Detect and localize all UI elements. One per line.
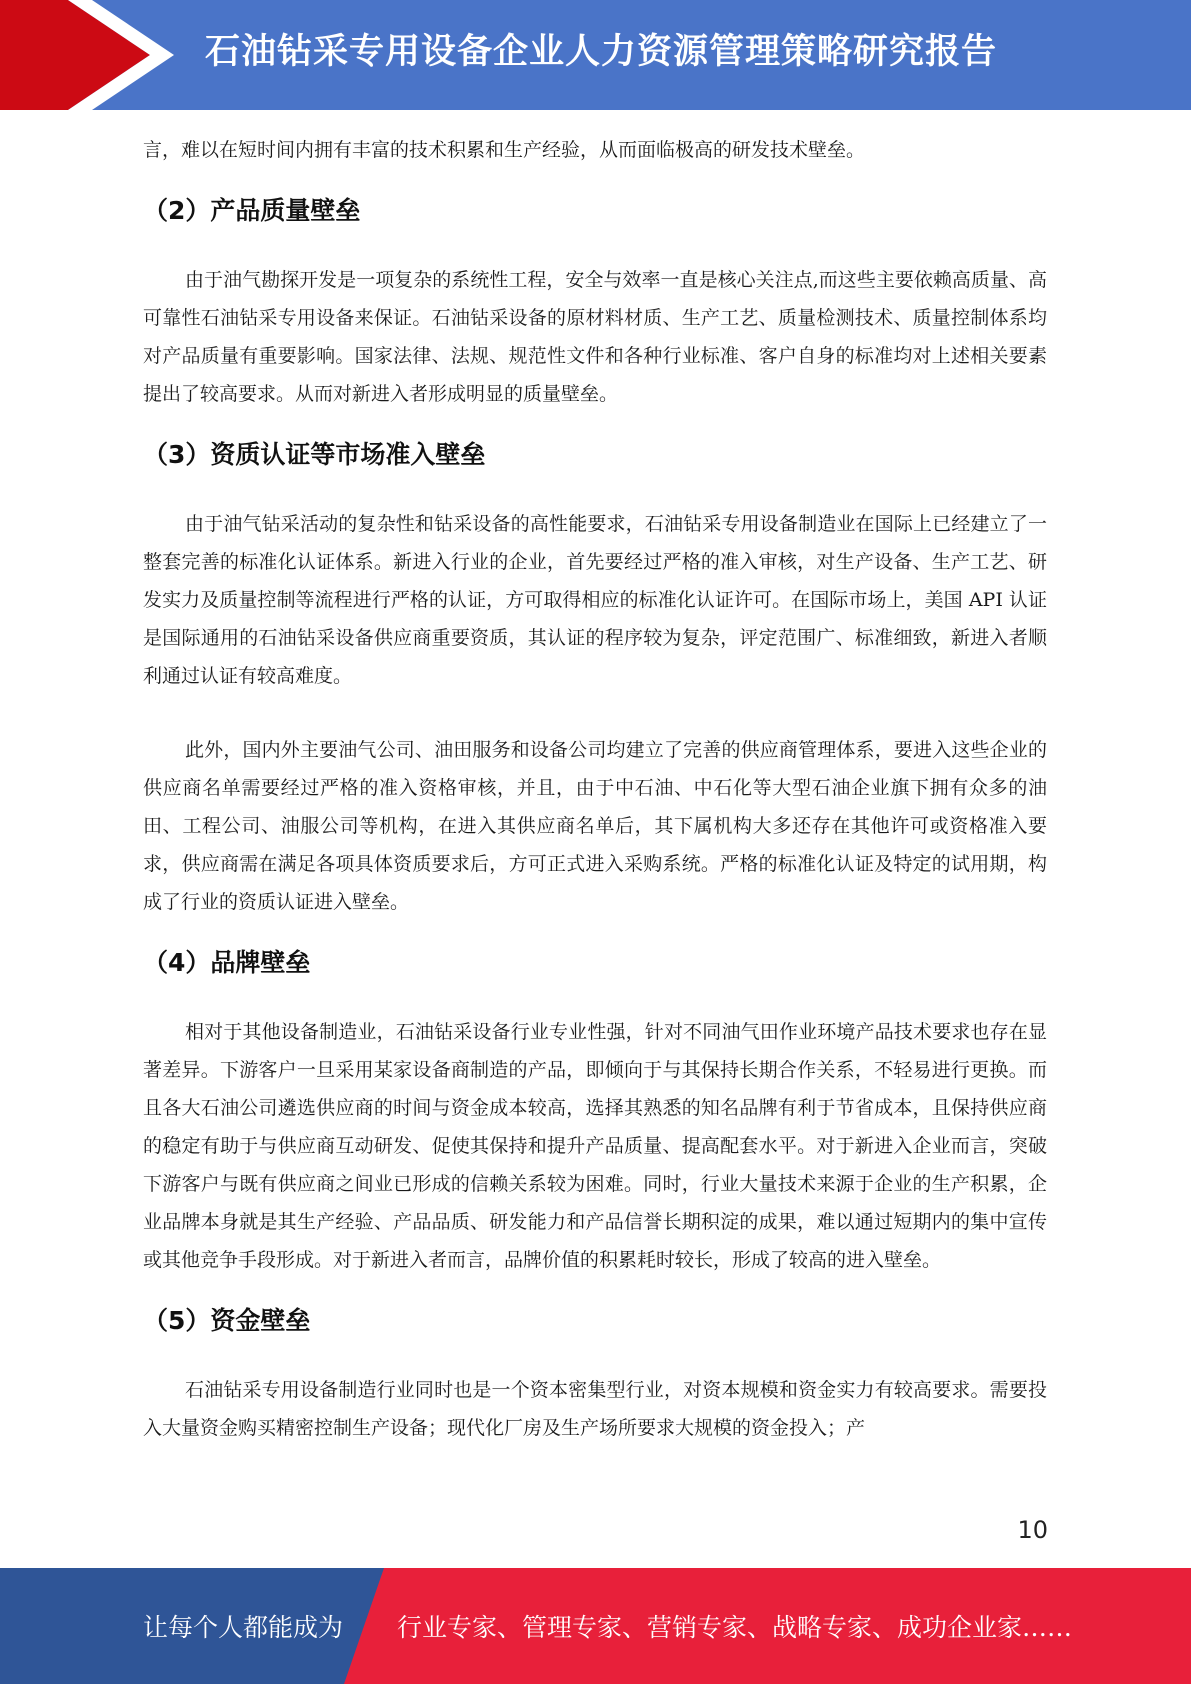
footer-slogan-left: 让每个人都能成为 (143, 1613, 344, 1642)
page-footer (0, 1568, 1191, 1684)
red-chevron-shape (0, 0, 150, 110)
section-heading-certification: （3）资质认证等市场准入壁垒 (143, 440, 486, 469)
section-paragraph: 相对于其他设备制造业，石油钻采设备行业专业性强，针对不同油气田作业环境产品技术要求也存在显著差异。下游客户一旦采用某家设备商制造的产品，即倾向于与其保持长期合作关系，不轻易进行更换。而且各大石油公司遴选供应商的时间与资金成本较高，选择其熟悉的知名品牌有利于节省成本，且保持供应商的稳定有助于与供应商互动研发、促使其保持和提升产品质量、提高配套水平。对于新进入企业而言，突破下游客户与既有供应商之间业已形成的信赖关系较为困难。同时，行业大量技术来源于企业的生产积累，企业品牌本身就是其生产经验、产品品质、研发能力和产品信誉长期积淀的成果，难以通过短期内的集中宣传或其他竞争手段形成。对于新进入者而言，品牌价值的积累耗时较长，形成了较高的进入壁垒。 (143, 1021, 1047, 1271)
page-number: 10 (1017, 1516, 1048, 1544)
page-header (0, 0, 1191, 110)
footer-slogan-right: 行业专家、管理专家、营销专家、战略专家、成功企业家…… (397, 1613, 1073, 1642)
section-heading-quality: （2）产品质量壁垒 (143, 196, 361, 225)
section-paragraph: 此外，国内外主要油气公司、油田服务和设备公司均建立了完善的供应商管理体系，要进入这些企业的供应商名单需要经过严格的准入资格审核，并且，由于中石油、中石化等大型石油企业旗下拥有众多的油田、工程公司、油服公司等机构，在进入其供应商名单后，其下属机构大多还存在其他许可或资格准入要求，供应商需在满足各项具体资质要求后，方可正式进入采购系统。严格的标准化认证及特定的试用期，构成了行业的资质认证进入壁垒。 (143, 739, 1047, 913)
section-paragraph: 由于油气钻采活动的复杂性和钻采设备的高性能要求，石油钻采专用设备制造业在国际上已经建立了一整套完善的标准化认证体系。新进入行业的企业，首先要经过严格的准入审核，对生产设备、生产工艺、研发实力及质量控制等流程进行严格的认证，方可取得相应的标准化认证许可。在国际市场上，美国 API 认证是国际通用的石油钻采设备供应商重要资质，其认证的程序较为复杂，评定范围广、标准细致，新进入者顺利通过认证有较高难度。 (143, 513, 1047, 687)
report-title: 石油钻采专用设备企业人力资源管理策略研究报告 (205, 32, 998, 72)
section-heading-capital: （5）资金壁垒 (143, 1306, 311, 1335)
page-body (143, 131, 1047, 1447)
section-heading-brand: （4）品牌壁垒 (143, 948, 311, 977)
section-paragraph: 由于油气勘探开发是一项复杂的系统性工程，安全与效率一直是核心关注点,而这些主要依赖高质量、高可靠性石油钻采专用设备来保证。石油钻采设备的原材料材质、生产工艺、质量检测技术、质量控制体系均对产品质量有重要影响。国家法律、法规、规范性文件和各种行业标准、客户自身的标准均对上述相关要素提出了较高要求。从而对新进入者形成明显的质量壁垒。 (143, 269, 1047, 405)
section-paragraph: 石油钻采专用设备制造行业同时也是一个资本密集型行业，对资本规模和资金实力有较高要求。需要投入大量资金购买精密控制生产设备；现代化厂房及生产场所要求大规模的资金投入；产 (143, 1379, 1047, 1439)
intro-paragraph-tail: 言，难以在短时间内拥有丰富的技术积累和生产经验，从而面临极高的研发技术壁垒。 (143, 139, 866, 161)
